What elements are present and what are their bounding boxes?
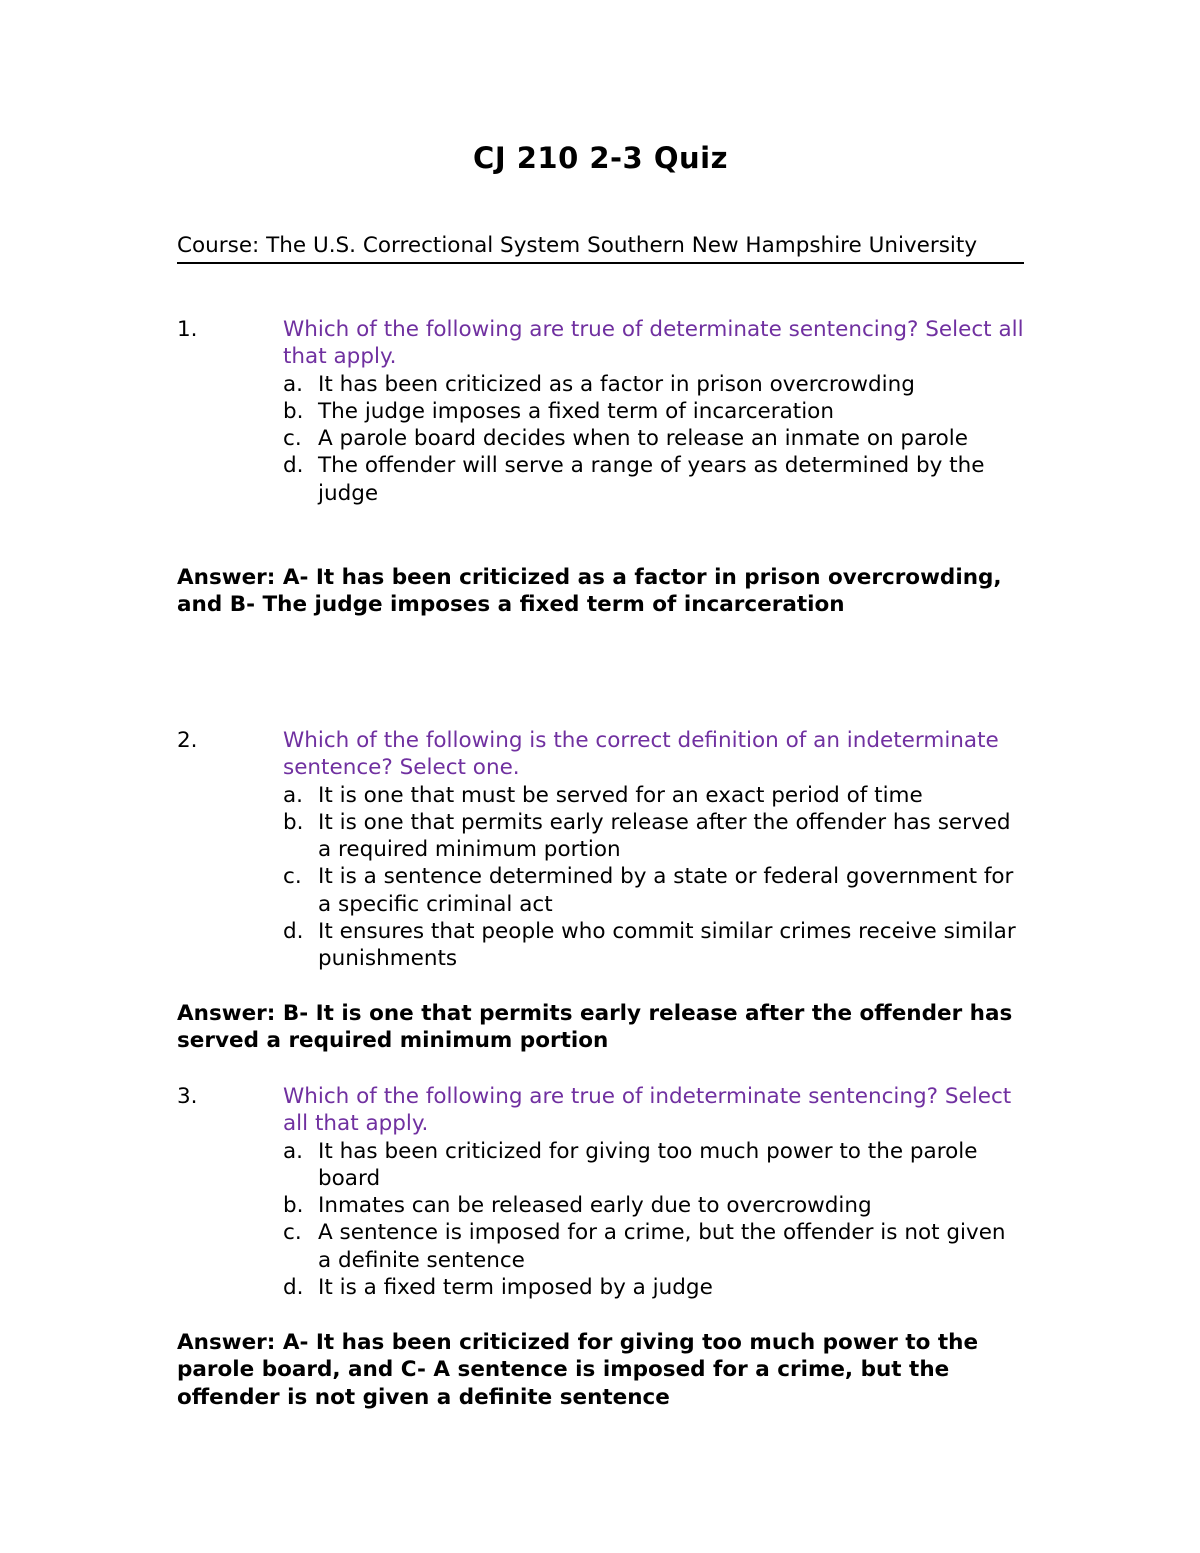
option-letter: c. bbox=[283, 1220, 302, 1246]
option-list bbox=[177, 782, 1024, 973]
option-d bbox=[177, 452, 1024, 507]
option-d bbox=[177, 1274, 1024, 1301]
question-number: 3. bbox=[177, 1084, 198, 1109]
question-text: Which of the following are true of determinate sentencing? Select all that apply. bbox=[283, 317, 1024, 370]
question-number: 1. bbox=[177, 317, 198, 342]
option-a bbox=[177, 1138, 1024, 1193]
option-b bbox=[177, 398, 1024, 425]
option-list bbox=[177, 1138, 1024, 1302]
option-text: A parole board decides when to release an inmate on parole bbox=[318, 426, 968, 452]
option-letter: b. bbox=[283, 1193, 304, 1219]
option-text: The offender will serve a range of years as determined by the judge bbox=[318, 453, 985, 506]
option-text: It ensures that people who commit similar crimes receive similar punishments bbox=[318, 919, 1016, 972]
option-c bbox=[177, 863, 1024, 918]
question-2-stem bbox=[177, 727, 1024, 782]
option-letter: a. bbox=[283, 1138, 304, 1164]
option-text: Inmates can be released early due to overcrowding bbox=[318, 1193, 872, 1219]
option-d bbox=[177, 918, 1024, 973]
course-line: Course: The U.S. Correctional System Southern New Hampshire University bbox=[177, 232, 1024, 264]
option-b bbox=[177, 1192, 1024, 1219]
option-text: The judge imposes a fixed term of incarceration bbox=[318, 398, 834, 424]
option-letter: b. bbox=[283, 398, 304, 424]
question-3-stem bbox=[177, 1083, 1024, 1138]
answer-3: Answer: A- It has been criticized for giving too much power to the parole board, and C- A sentence is imposed for a crime, but the offender is not given a definite sentence bbox=[177, 1330, 979, 1410]
option-text: A sentence is imposed for a crime, but the offender is not given a definite sentence bbox=[318, 1220, 1006, 1273]
option-text: It has been criticized as a factor in prison overcrowding bbox=[318, 371, 915, 397]
option-c bbox=[177, 1219, 1024, 1274]
option-letter: c. bbox=[283, 864, 302, 890]
option-a bbox=[177, 782, 1024, 809]
option-letter: a. bbox=[283, 371, 304, 397]
option-letter: d. bbox=[283, 453, 304, 479]
answer-2: Answer: B- It is one that permits early release after the offender has served a required minimum portion bbox=[177, 1001, 1013, 1054]
question-text: Which of the following is the correct definition of an indeterminate sentence? Select one. bbox=[283, 728, 999, 781]
option-text: It is a fixed term imposed by a judge bbox=[318, 1275, 713, 1301]
option-list bbox=[177, 371, 1024, 507]
option-letter: d. bbox=[283, 919, 304, 945]
option-letter: c. bbox=[283, 426, 302, 452]
question-2 bbox=[177, 727, 1024, 973]
option-c bbox=[177, 425, 1024, 452]
option-text: It has been criticized for giving too much power to the parole board bbox=[318, 1138, 978, 1191]
page-title: CJ 210 2-3 Quiz bbox=[473, 141, 728, 175]
question-number: 2. bbox=[177, 728, 198, 753]
option-a bbox=[177, 371, 1024, 398]
option-text: It is one that must be served for an exact period of time bbox=[318, 782, 923, 808]
option-letter: b. bbox=[283, 809, 304, 835]
option-text: It is one that permits early release after the offender has served a required minimum portion bbox=[318, 809, 1011, 863]
question-3 bbox=[177, 1083, 1024, 1301]
option-b bbox=[177, 809, 1024, 864]
question-text: Which of the following are true of indeterminate sentencing? Select all that apply. bbox=[283, 1084, 1012, 1137]
question-1 bbox=[177, 316, 1024, 507]
option-letter: a. bbox=[283, 782, 304, 808]
option-text: It is a sentence determined by a state or federal government for a specific criminal act bbox=[318, 864, 1014, 917]
option-letter: d. bbox=[283, 1275, 304, 1301]
question-1-stem bbox=[177, 316, 1024, 371]
answer-1: Answer: A- It has been criticized as a factor in prison overcrowding, and B- The judge imposes a fixed term of incarceration bbox=[177, 565, 1002, 618]
